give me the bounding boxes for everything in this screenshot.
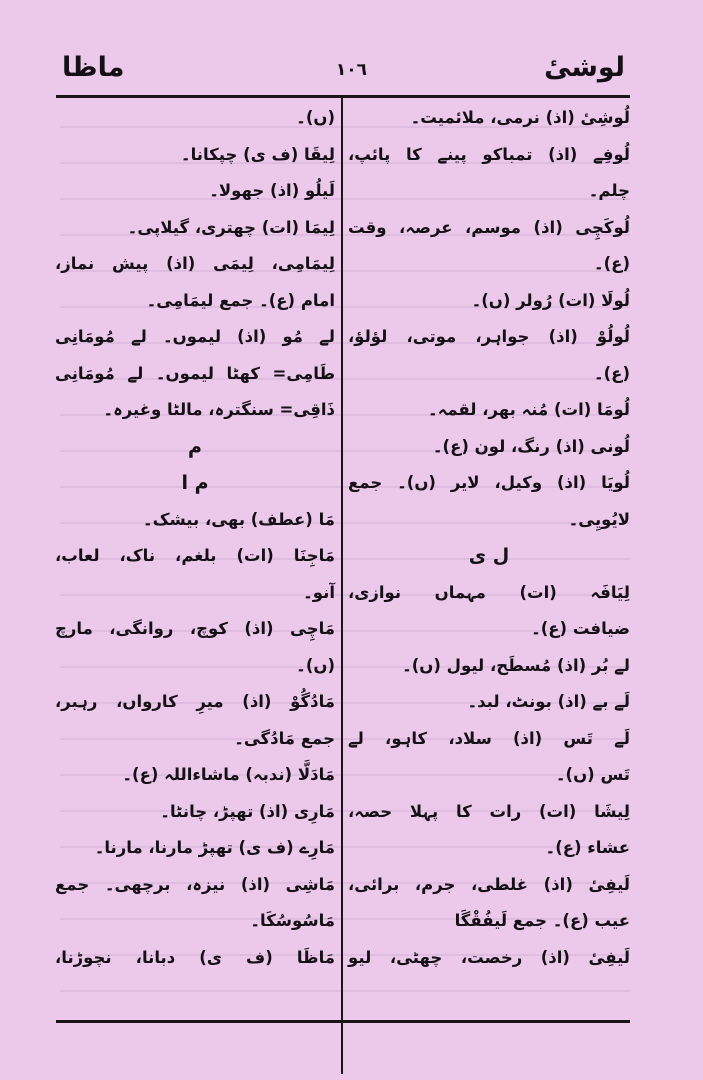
entry-line: لُونی (اذ) رنگ، لون (ع)۔ bbox=[432, 436, 630, 456]
entry-line: مَاسُوسُکَا۔ bbox=[250, 911, 335, 930]
entry-line: لِیمَامِی، لِیمَی (اذ) پیش نماز، bbox=[55, 254, 335, 273]
entry-line: (ں)۔ bbox=[296, 108, 335, 127]
column-divider bbox=[341, 97, 343, 1074]
entry-line: لِیقَا (ف ی) چپکانا۔ bbox=[180, 144, 335, 164]
entry-line: طَامِی= کھٹا لیموں۔ لے مُومَانِی bbox=[55, 363, 335, 383]
left-column bbox=[55, 100, 335, 976]
entry-line: لَیفِیٔ (اذ) غلطی، جرم، برائی، bbox=[348, 874, 630, 894]
entry-line: لُومَا (ات) مُنہ بھر، لقمہ۔ bbox=[428, 400, 630, 419]
entry-line: (ں)۔ bbox=[296, 655, 335, 675]
section-heading: م ا bbox=[181, 472, 209, 494]
entry-line: (ع)۔ bbox=[593, 254, 630, 273]
entry-line: لِیَافَہ (ات) مہماں نوازی، bbox=[348, 582, 630, 602]
entry-line: لَے بے (اذ) بونٹ، لبد۔ bbox=[467, 692, 630, 711]
entry-line: امام (ع)۔ جمع لیمَامِی۔ bbox=[146, 290, 335, 310]
entry-line: لَیلُو (اذ) جھولا۔ bbox=[209, 181, 335, 200]
entry-line: لے بُر (اذ) مُسطَح، لیول (ں)۔ bbox=[402, 655, 630, 675]
entry-line: ذَاقِی= سنگترہ، مالٹا وغیرہ۔ bbox=[103, 400, 335, 419]
entry-line: لُویَا (اذ) وکیل، لایر (ں)۔ جمع bbox=[348, 473, 630, 492]
entry-line: لَیفِیٔ (اذ) رخصت، چھٹی، لیو bbox=[348, 947, 630, 967]
entry-line: آنو۔ bbox=[303, 582, 335, 602]
top-rule bbox=[56, 95, 630, 98]
entry-line: ضیافت (ع)۔ bbox=[531, 619, 630, 638]
entry-line: مَاشِی (اذ) نیزہ، برچھی۔ جمع bbox=[55, 874, 335, 894]
entry-line: جمع مَادُگی۔ bbox=[234, 728, 335, 748]
entry-line: مَادُگُوْ (اذ) میرِ کارواں، رہبر، bbox=[55, 692, 335, 711]
entry-line: مَارِی (اذ) تھپڑ، چانٹا۔ bbox=[160, 801, 335, 821]
header-left-word: ماظا bbox=[62, 52, 125, 83]
entry-line: لِیمَا (ات) چھتری، گیلاپی۔ bbox=[127, 217, 335, 237]
entry-line: لَے تَس (اذ) سلاد، کاہو، لے bbox=[348, 728, 630, 748]
right-column bbox=[348, 100, 630, 976]
entry-line: لُولُوْ (اذ) جواہر، موتی، لؤلؤ، bbox=[348, 327, 630, 346]
entry-line: عیب (ع)۔ جمع لَیفُقْگَا bbox=[454, 911, 630, 930]
section-heading: م bbox=[188, 435, 202, 458]
entry-line: مَا (عطف) بھی، بیشک۔ bbox=[142, 509, 335, 529]
entry-line: چلم۔ bbox=[588, 181, 630, 200]
section-heading: ل ی bbox=[468, 545, 510, 567]
entry-line: مَاظَا (ف ی) دبانا، نچوڑنا، bbox=[55, 947, 335, 967]
entry-line: عشاء (ع)۔ bbox=[545, 838, 630, 857]
entry-line: لُوکَچِی (اذ) موسم، عرصہ، وقت bbox=[348, 217, 630, 237]
header-right-word: لوشیٔ bbox=[544, 52, 625, 83]
entry-line: مَادَلَّا (ندبہ) ماشاءاللہ (ع)۔ bbox=[122, 765, 335, 784]
entry-line: لُولَا (ات) رُولر (ں)۔ bbox=[471, 290, 630, 310]
page-number: ١٠٦ bbox=[335, 60, 368, 80]
entry-line: لے مُو (اذ) لیموں۔ لے مُومَانِی bbox=[55, 327, 335, 346]
entry-line: مَارِے (ف ی) تھپڑ مارنا، مارنا۔ bbox=[94, 838, 335, 857]
entry-line: لُوفِے (اذ) تمباکو پینے کا پائپ، bbox=[348, 144, 630, 164]
entry-line: تَس (ں)۔ bbox=[555, 765, 630, 784]
entry-line: لایُویِی۔ bbox=[568, 509, 630, 529]
entry-line: (ع)۔ bbox=[593, 363, 630, 383]
entry-line: مَاچِی (اذ) کوچ، روانگی، مارچ bbox=[55, 619, 335, 638]
entry-line: لُوشِیٔ (اذ) نرمی، ملائمیت۔ bbox=[410, 108, 630, 127]
entry-line: مَاجِنَا (ات) بلغم، ناک، لعاب، bbox=[55, 546, 335, 565]
bottom-rule bbox=[56, 1020, 630, 1023]
entry-line: لِیشَا (ات) رات کا پہلا حصہ، bbox=[348, 801, 630, 821]
